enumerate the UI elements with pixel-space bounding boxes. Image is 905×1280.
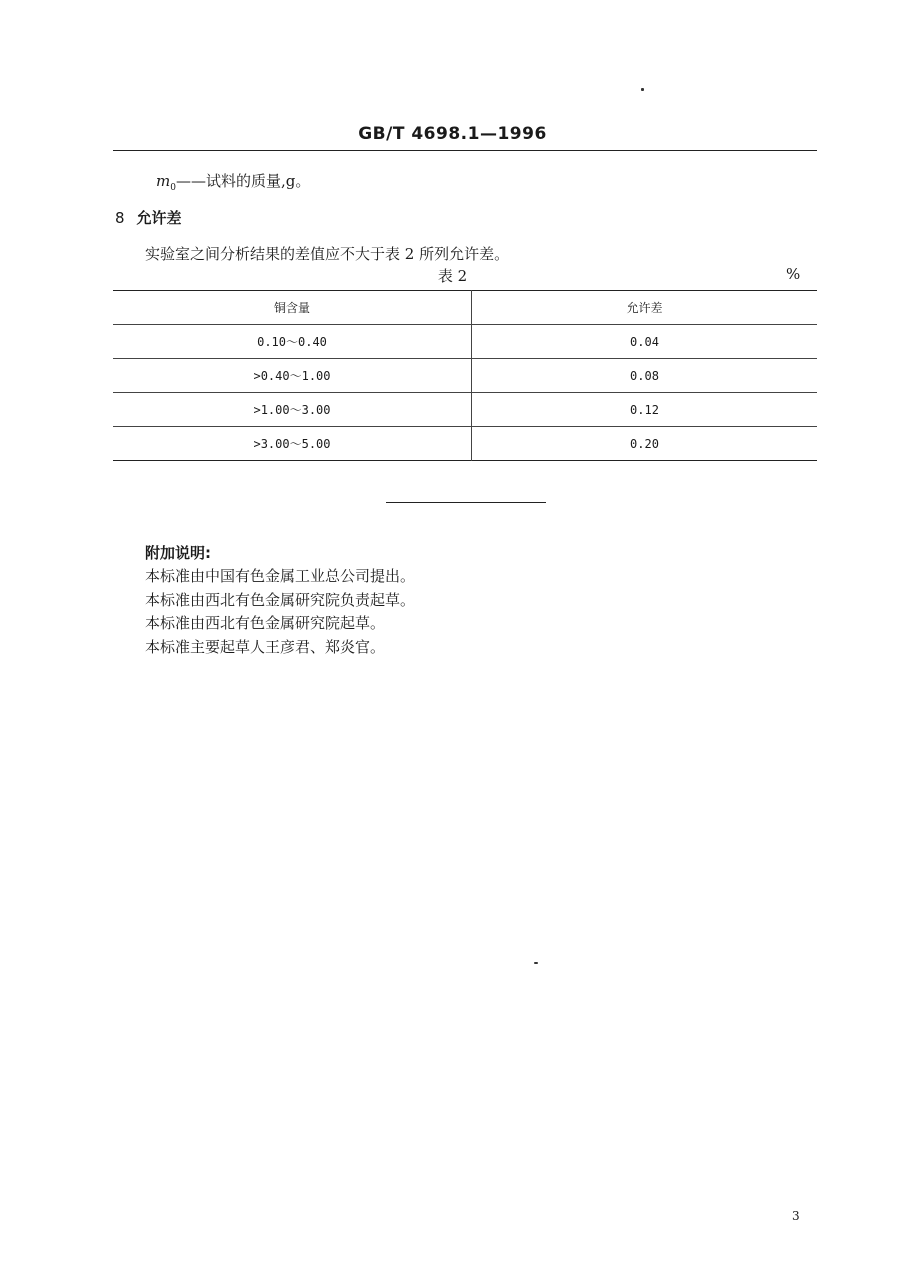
cell-tolerance: 0.12	[630, 402, 659, 417]
end-of-text-rule	[386, 502, 546, 503]
tolerance-table	[113, 290, 817, 461]
column-header-tolerance: 允许差	[626, 301, 663, 315]
table-caption: 表 2	[437, 267, 468, 285]
table-row	[113, 427, 817, 461]
section-paragraph: 实验室之间分析结果的差值应不大于表 2 所列允许差。	[145, 245, 510, 263]
table-unit: %	[786, 265, 801, 283]
note-line: 本标准主要起草人王彦君、郑炎官。	[145, 637, 386, 656]
cell-copper-content: >0.40～1.00	[113, 359, 472, 393]
table-row	[113, 393, 817, 427]
header-rule	[113, 150, 817, 151]
table-row	[113, 325, 817, 359]
standard-code: GB/T 4698.1—1996	[358, 124, 547, 144]
section-heading	[115, 207, 182, 228]
note-line: 本标准由西北有色金属研究院负责起草。	[145, 590, 416, 609]
notes-block	[145, 565, 415, 659]
variable-symbol: m	[156, 172, 171, 190]
variable-subscript: 0	[170, 183, 176, 193]
note-line: 本标准由西北有色金属研究院起草。	[145, 614, 386, 632]
table-header-row	[113, 291, 817, 325]
column-header-copper-content: 铜含量	[113, 291, 472, 325]
cell-tolerance: 0.08	[630, 368, 659, 383]
cell-tolerance: 0.20	[630, 436, 659, 451]
scan-speck	[641, 88, 644, 91]
notes-heading: 附加说明:	[145, 544, 211, 562]
section-title: 允许差	[136, 209, 182, 227]
cell-copper-content: 0.10～0.40	[113, 325, 472, 359]
variable-dash: ——	[175, 172, 206, 190]
cell-tolerance: 0.04	[630, 334, 659, 349]
table-row	[113, 359, 817, 393]
page-number: 3	[792, 1209, 800, 1223]
note-line: 本标准由中国有色金属工业总公司提出。	[145, 567, 416, 585]
section-number: 8	[115, 209, 125, 227]
variable-text: 试料的质量,g。	[205, 172, 311, 190]
variable-definition	[156, 170, 310, 193]
cell-copper-content: >1.00～3.00	[113, 393, 472, 427]
cell-copper-content: >3.00～5.00	[113, 427, 472, 461]
scan-speck	[534, 962, 538, 964]
